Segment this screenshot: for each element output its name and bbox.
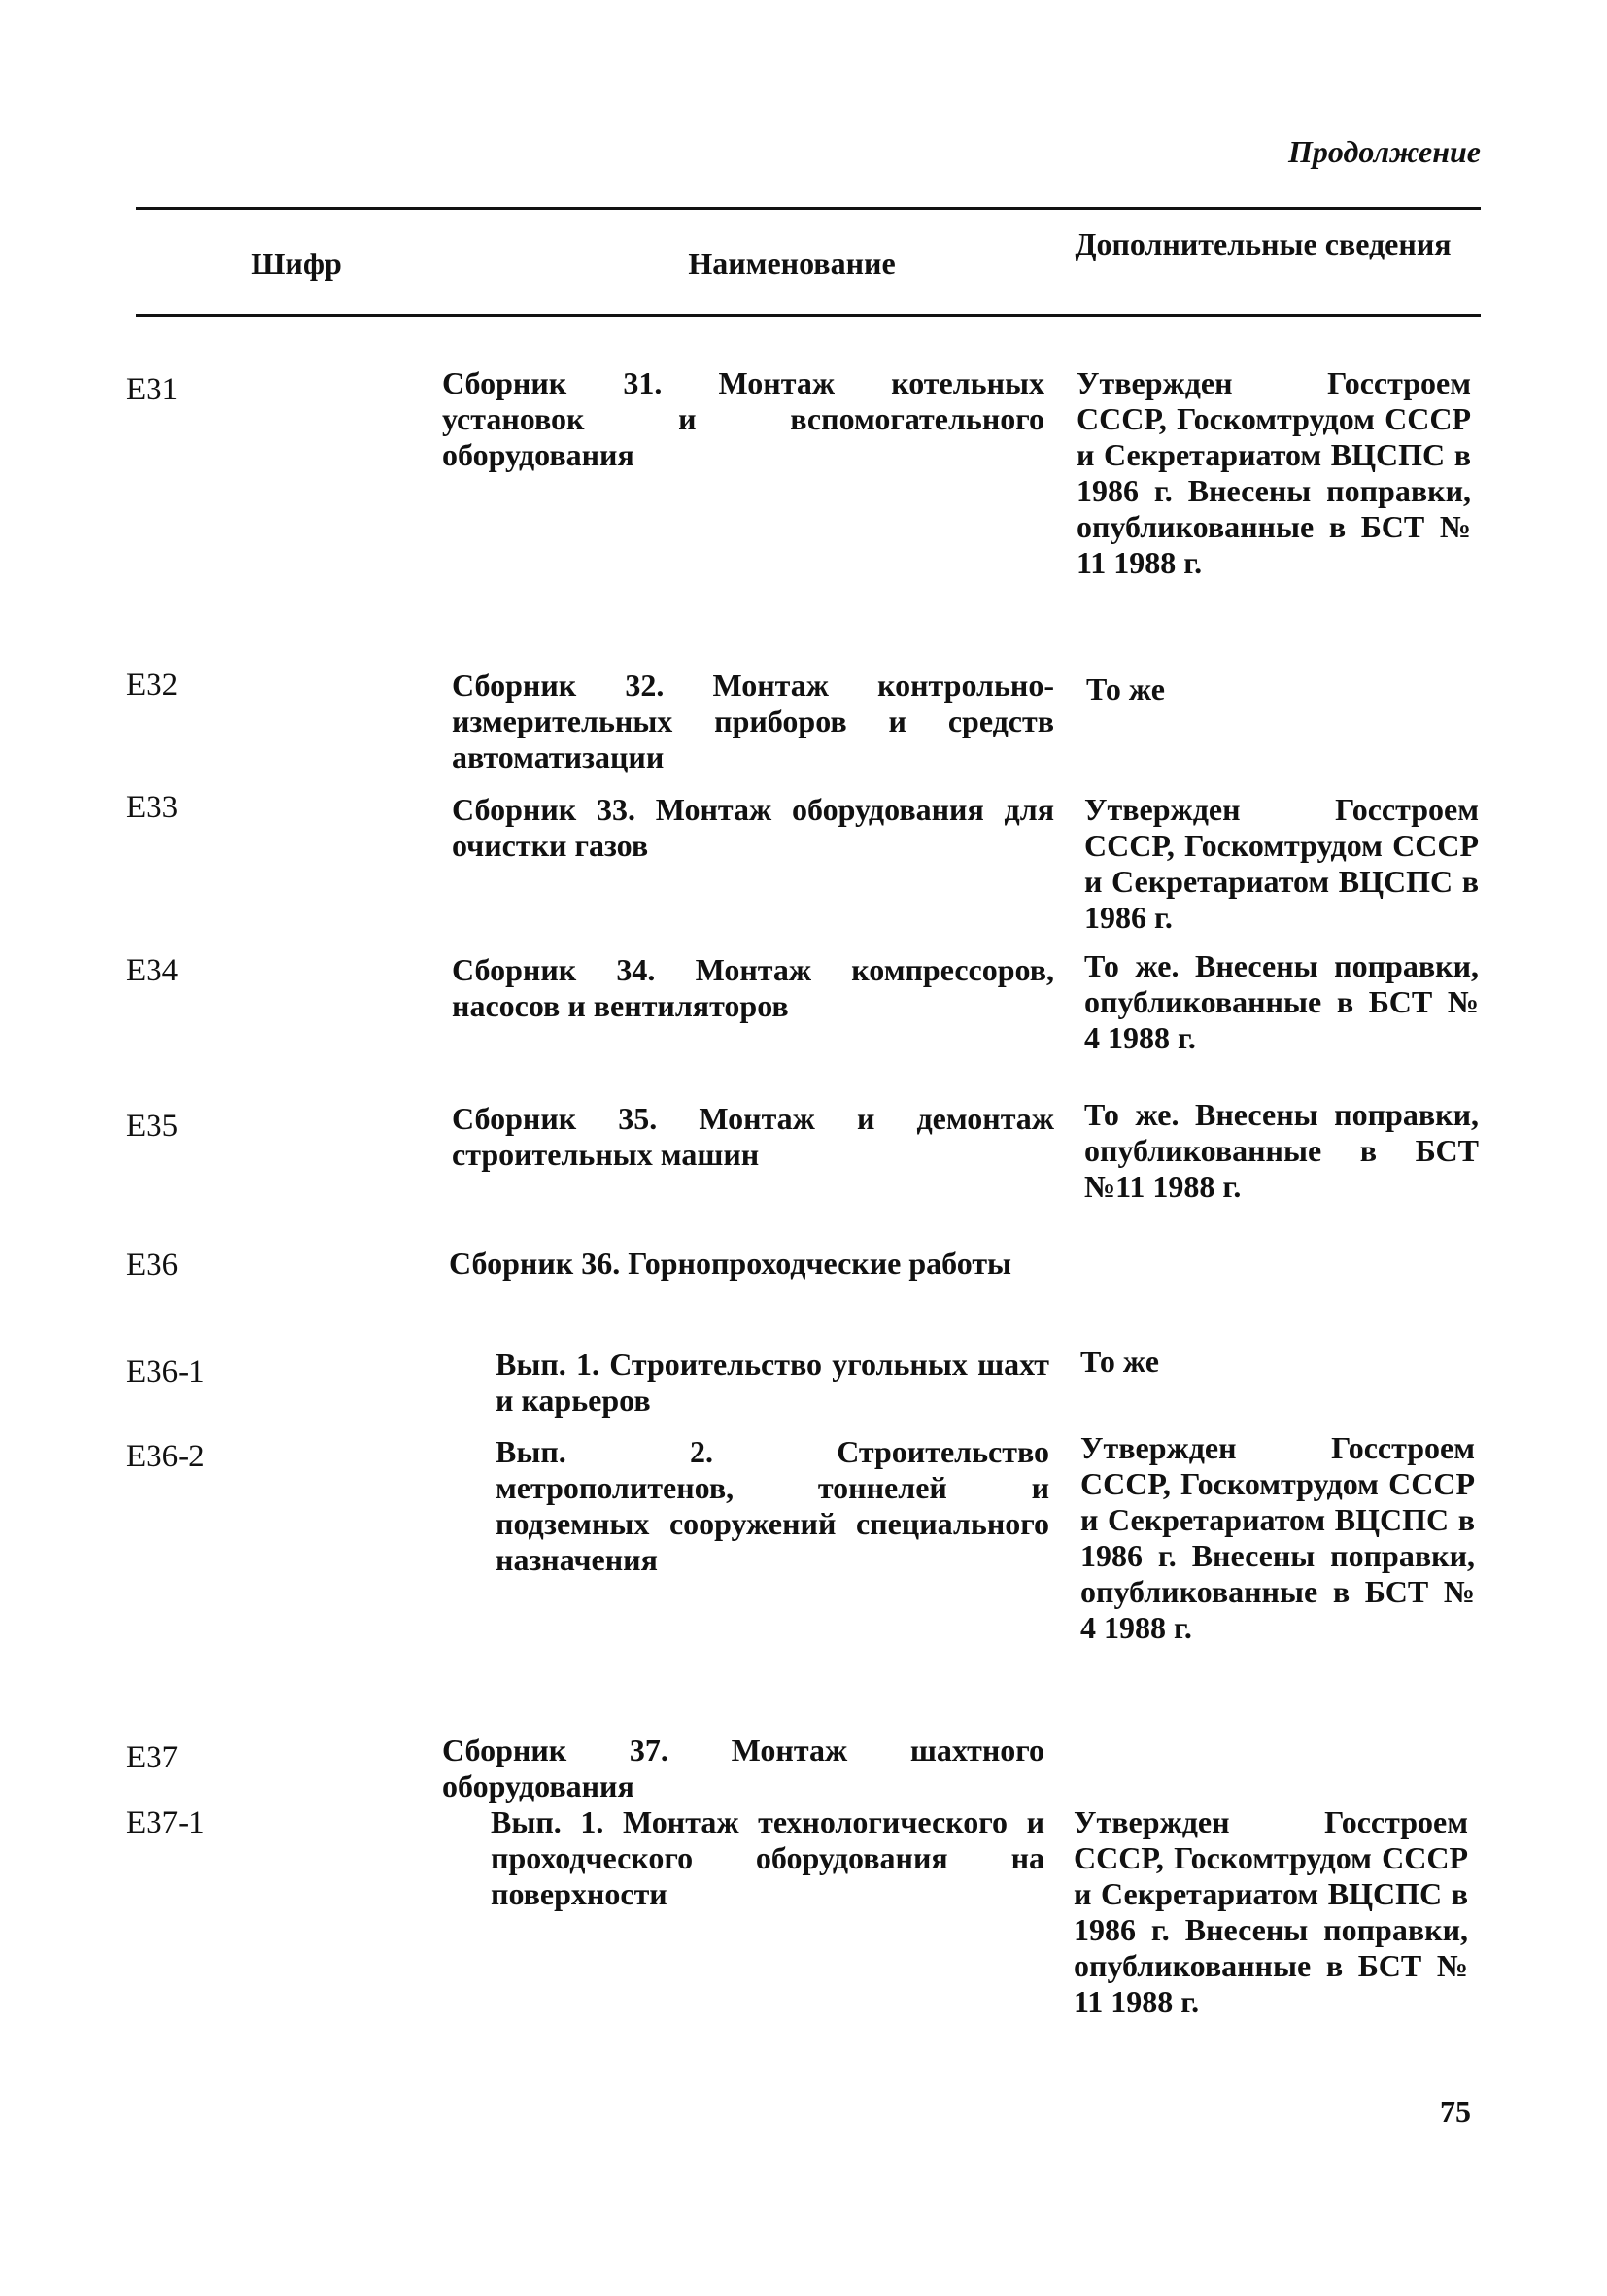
row-code: Е37-1 (126, 1805, 205, 1840)
header-name: Наименование (688, 246, 896, 281)
table-top-rule (136, 207, 1481, 210)
row-code: Е36 (126, 1248, 179, 1283)
row-name: Сборник 32. Монтаж контрольно-измерительных приборов и средств автоматизации (452, 668, 1054, 774)
header-code: Шифр (251, 246, 342, 281)
row-name: Вып. 2. Строительство метрополитенов, тоннелей и подземных сооружений специального назначения (496, 1434, 1049, 1577)
row-info: То же. Внесены поправки, опубликованные в БСТ №11 1988 г. (1084, 1097, 1479, 1204)
row-info: Утвержден Госстроем СССР, Госкомтрудом СССР и Секретариатом ВЦСПС в 1986 г. (1084, 792, 1479, 935)
row-code: Е31 (126, 372, 179, 407)
row-code: Е33 (126, 790, 179, 825)
row-info: То же. Внесены поправки, опубликованные в БСТ № 4 1988 г. (1084, 948, 1479, 1055)
row-info: Утвержден Госстроем СССР, Госкомтрудом СССР и Секретариатом ВЦСПС в 1986 г. Внесены поправки, опубликованные в БСТ № 4 1988 г. (1080, 1430, 1475, 1645)
row-name: Вып. 1. Строительство угольных шахт и карьеров (496, 1347, 1049, 1418)
row-name: Сборник 37. Монтаж шахтного оборудования (442, 1732, 1044, 1803)
row-info: То же (1086, 671, 1165, 706)
row-info: То же (1080, 1344, 1159, 1379)
table-header-rule (136, 314, 1481, 317)
row-name: Сборник 35. Монтаж и демонтаж строительных машин (452, 1101, 1054, 1172)
row-code: Е37 (126, 1740, 179, 1775)
row-code: Е36-2 (126, 1439, 205, 1474)
row-code: Е35 (126, 1109, 179, 1144)
row-info: Утвержден Госстроем СССР, Госкомтрудом СССР и Секретариатом ВЦСПС в 1986 г. Внесены поправки, опубликованные в БСТ № 11 1988 г. (1077, 365, 1471, 580)
header-info: Дополнительные сведения (1075, 226, 1452, 261)
page-number: 75 (1440, 2094, 1471, 2129)
row-name: Сборник 33. Монтаж оборудования для очистки газов (452, 792, 1054, 863)
continuation-label: Продолжение (1288, 134, 1481, 169)
row-code: Е36-1 (126, 1354, 205, 1389)
row-name: Сборник 36. Горнопроходческие работы (449, 1246, 1012, 1281)
row-name: Сборник 31. Монтаж котельных установок и вспомогательного оборудования (442, 365, 1044, 472)
row-name: Вып. 1. Монтаж технологического и проходческого оборудования на поверхности (491, 1804, 1044, 1911)
row-code: Е34 (126, 953, 179, 988)
row-code: Е32 (126, 668, 179, 703)
row-name: Сборник 34. Монтаж компрессоров, насосов и вентиляторов (452, 952, 1054, 1023)
row-info: Утвержден Госстроем СССР, Госкомтрудом СССР и Секретариатом ВЦСПС в 1986 г. Внесены поправки, опубликованные в БСТ № 11 1988 г. (1074, 1804, 1468, 2019)
